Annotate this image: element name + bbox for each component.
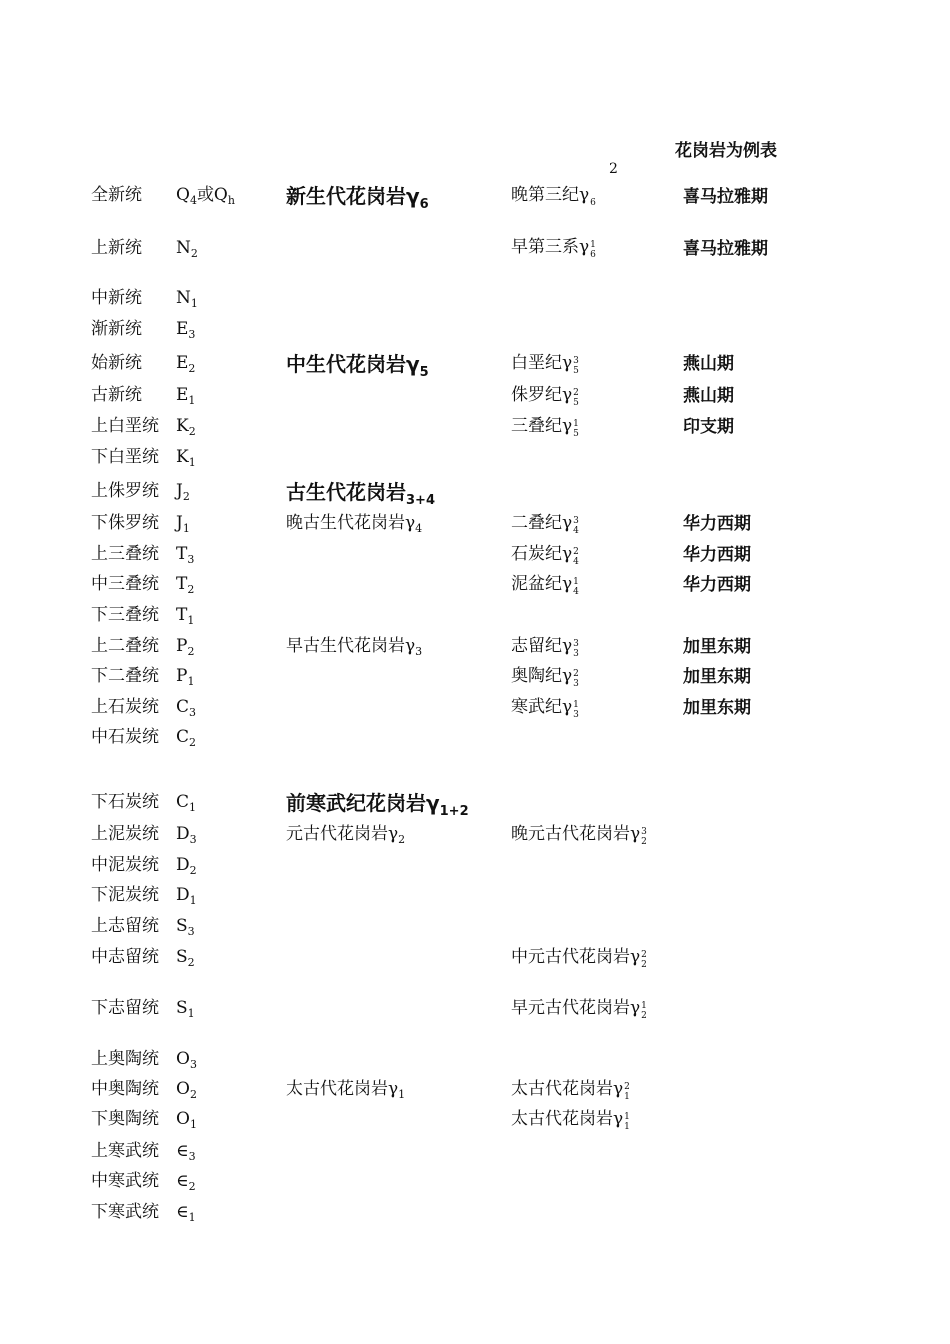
granite-period: 白垩纪γ 3 5 [511,353,579,376]
granite-period: 太古代花岗岩γ 1 1 [511,1109,630,1132]
stratum-code: $D_2$ [176,855,197,877]
stratum-name: 中寒武统 [91,1171,159,1191]
stratum-code: $\in_2$ [176,1171,196,1193]
stratum-name: 中奥陶统 [91,1079,159,1099]
stratum-code: $O_2$ [176,1079,197,1101]
stratum-code: $O_3$ [176,1049,197,1071]
granite-period: 三叠纪γ 1 5 [511,416,579,439]
stratum-code: $Q_4$或$Q_h$ [176,185,235,207]
stratum-code: $C_3$ [176,697,197,719]
stratum-name: 下寒武统 [91,1202,159,1222]
orogenic-era: 加里东期 [683,667,751,687]
stratum-code: $\in_3$ [176,1141,196,1163]
orogenic-era: 加里东期 [683,698,751,718]
stratum-name: 上白垩统 [91,416,159,436]
orogenic-era: 华力西期 [683,545,751,565]
orogenic-era: 燕山期 [683,354,734,374]
granite-period: 二叠纪γ 3 4 [511,513,579,536]
stacked-index: 6 [590,198,596,208]
granite-subcategory: 早古生代花岗岩$\gamma_3$ [286,636,423,658]
stacked-index: 2 3 [573,669,579,689]
stratum-name: 中新统 [91,288,142,308]
top-superscript: 2 [609,161,618,177]
stratum-name: 上侏罗统 [91,481,159,501]
stratum-name: 中石炭统 [91,727,159,747]
granite-period: 晚元古代花岗岩γ 3 2 [511,824,647,847]
granite-period: 志留纪γ 3 3 [511,636,579,659]
granite-heading: 中生代花岗岩$\gamma_5$ [286,352,429,380]
stacked-index: 1 1 [624,1112,630,1132]
granite-period: 中元古代花岗岩γ 2 2 [511,947,647,970]
stratum-code: $T_1$ [176,605,195,627]
stratum-name: 中三叠统 [91,574,159,594]
stratum-code: $E_3$ [176,319,196,341]
stacked-index: 1 4 [573,577,579,597]
stratum-name: 下白垩统 [91,447,159,467]
stratum-code: $K_2$ [176,416,196,438]
stratum-name: 下泥炭统 [91,885,159,905]
granite-period: 石炭纪γ 2 4 [511,544,579,567]
granite-heading: 古生代花岗岩$_{3+4}$ [286,480,435,508]
stratum-code: $C_2$ [176,727,197,749]
granite-period: 晚第三纪γ 6 [511,185,596,208]
stratum-name: 始新统 [91,353,142,373]
stratum-name: 全新统 [91,185,142,205]
stacked-index: 2 1 [624,1082,630,1102]
granite-period: 泥盆纪γ 1 4 [511,574,579,597]
stacked-index: 1 2 [641,1001,647,1021]
stratum-name: 上奥陶统 [91,1049,159,1069]
stratum-code: $T_2$ [176,574,195,596]
stacked-index: 1 3 [573,700,579,720]
stratum-code: $C_1$ [176,792,197,814]
stratum-code: $P_2$ [176,636,195,658]
stratum-code: $N_1$ [176,288,198,310]
stratum-name: 上石炭统 [91,697,159,717]
orogenic-era: 燕山期 [683,386,734,406]
granite-period: 太古代花岗岩γ 2 1 [511,1079,630,1102]
stratum-code: $T_3$ [176,544,195,566]
granite-period: 寒武纪γ 1 3 [511,697,579,720]
stratum-code: $J_2$ [176,481,190,503]
granite-subcategory: 元古代花岗岩$\gamma_2$ [286,824,406,846]
stratum-code: $K_1$ [176,447,196,469]
stratum-code: $S_1$ [176,998,195,1020]
granite-subcategory: 太古代花岗岩$\gamma_1$ [286,1079,406,1101]
stratum-code: $\in_1$ [176,1202,196,1224]
granite-period: 早第三系γ 1 6 [511,237,596,260]
granite-heading: 前寒武纪花岗岩$\gamma_{1+2}$ [286,791,469,819]
stacked-index: 2 5 [573,388,579,408]
stratum-name: 下石炭统 [91,792,159,812]
stacked-index: 2 2 [641,950,647,970]
stratum-name: 上志留统 [91,916,159,936]
granite-heading: 新生代花岗岩$\gamma_6$ [286,184,429,212]
stratum-name: 下二叠统 [91,666,159,686]
stratum-name: 上新统 [91,238,142,258]
granite-period: 早元古代花岗岩γ 1 2 [511,998,647,1021]
stratum-code: $S_3$ [176,916,195,938]
stratum-name: 上三叠统 [91,544,159,564]
orogenic-era: 印支期 [683,417,734,437]
orogenic-era: 华力西期 [683,575,751,595]
stratum-name: 中泥炭统 [91,855,159,875]
stratum-code: $S_2$ [176,947,195,969]
stratum-name: 下三叠统 [91,605,159,625]
stratum-code: $E_2$ [176,353,196,375]
stacked-index: 3 3 [573,639,579,659]
stratum-code: $O_1$ [176,1109,197,1131]
stratum-code: $D_1$ [176,885,197,907]
stratum-name: 下侏罗统 [91,513,159,533]
stratum-name: 下志留统 [91,998,159,1018]
stacked-index: 3 5 [573,356,579,376]
stratum-name: 中志留统 [91,947,159,967]
orogenic-era: 喜马拉雅期 [683,239,768,259]
stratum-name: 上泥炭统 [91,824,159,844]
stratum-name: 下奥陶统 [91,1109,159,1129]
stacked-index: 1 5 [573,419,579,439]
stratum-code: $N_2$ [176,238,198,260]
granite-subcategory: 晚古生代花岗岩$\gamma_4$ [286,513,423,535]
stacked-index: 1 6 [590,240,596,260]
table-title: 花岗岩为例表 [675,141,777,161]
stratum-name: 上二叠统 [91,636,159,656]
orogenic-era: 加里东期 [683,637,751,657]
stratum-name: 古新统 [91,385,142,405]
stratum-name: 上寒武统 [91,1141,159,1161]
granite-period: 奥陶纪γ 2 3 [511,666,579,689]
stratum-code: $P_1$ [176,666,195,688]
stacked-index: 3 4 [573,516,579,536]
stratum-code: $D_3$ [176,824,197,846]
stratum-code: $J_1$ [176,513,190,535]
stratum-name: 渐新统 [91,319,142,339]
orogenic-era: 华力西期 [683,514,751,534]
orogenic-era: 喜马拉雅期 [683,187,768,207]
stacked-index: 2 4 [573,547,579,567]
granite-period: 侏罗纪γ 2 5 [511,385,579,408]
stacked-index: 3 2 [641,827,647,847]
stratum-code: $E_1$ [176,385,196,407]
